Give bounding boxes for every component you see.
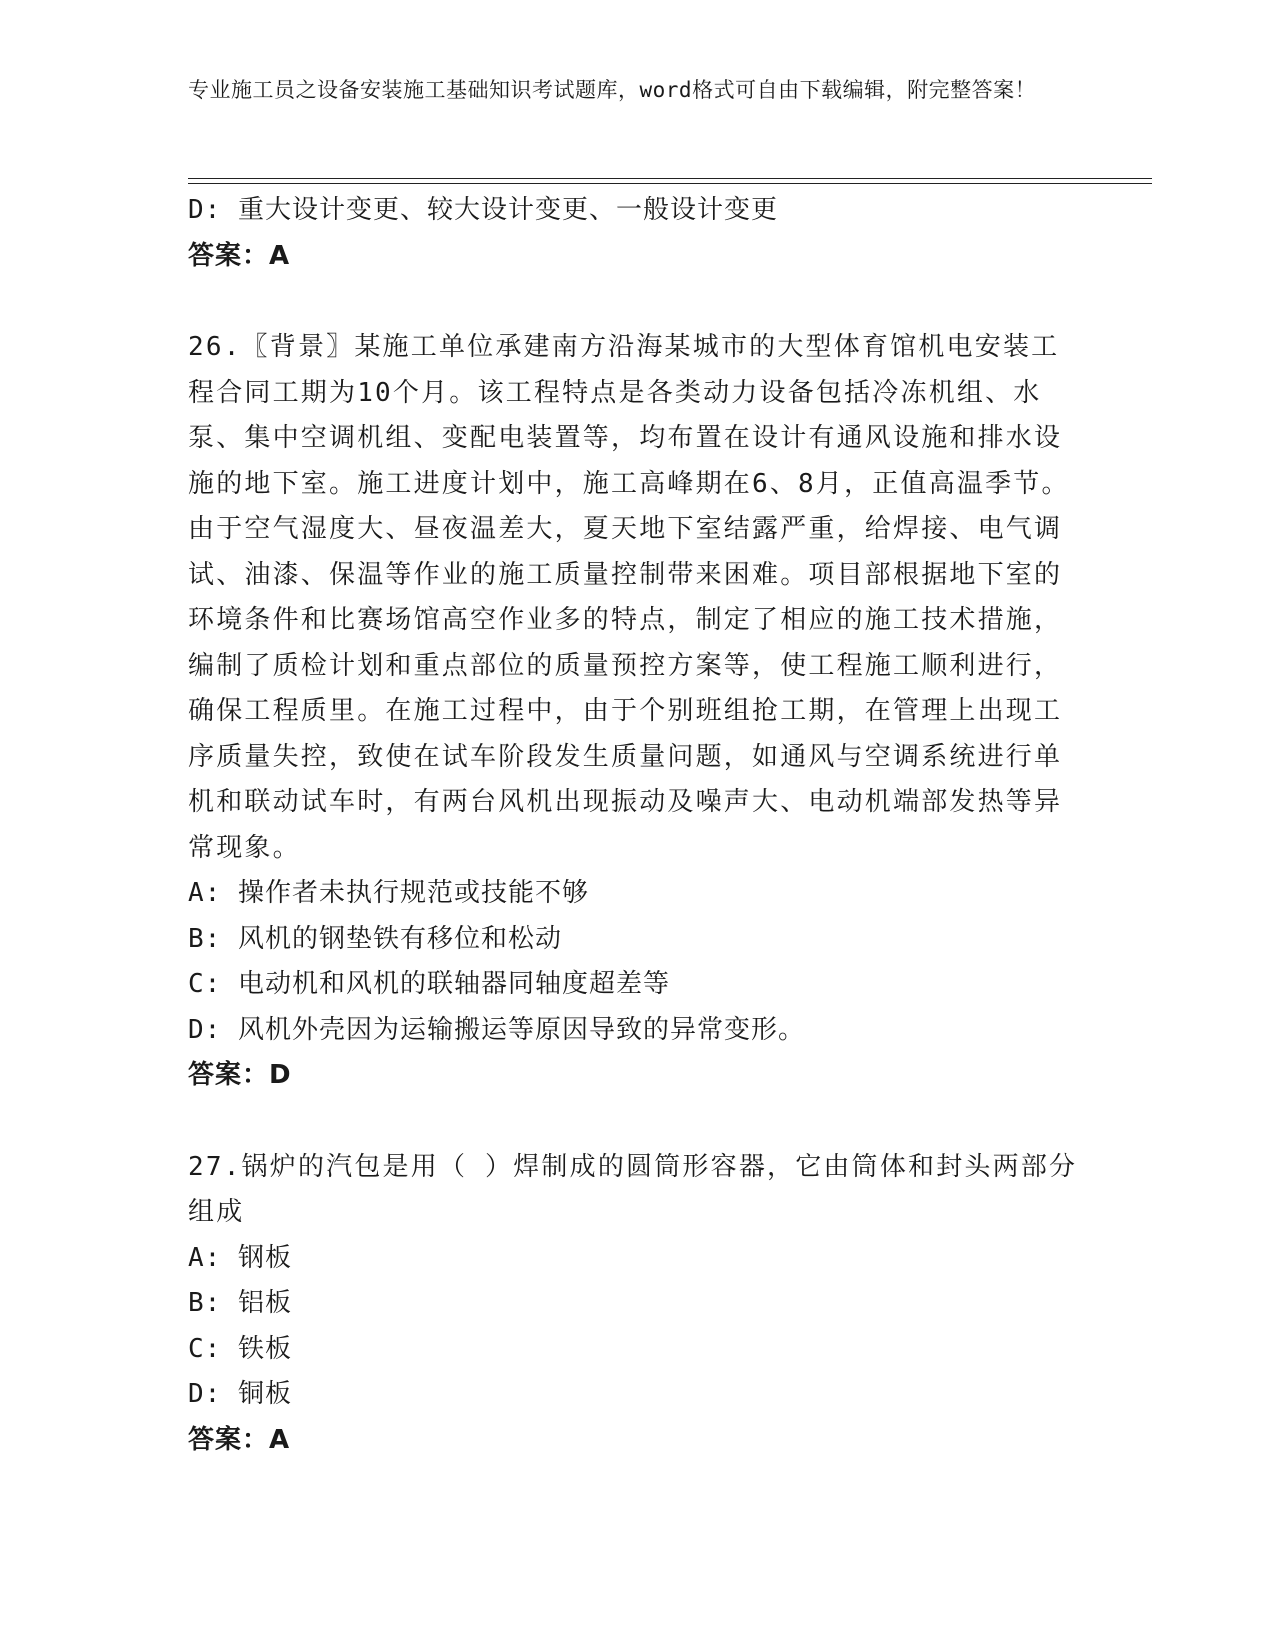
question-26: 26.〖背景〗某施工单位承建南方沿海某城市的大型体育馆机电安装工程合同工期为10个月。该工程特点是各类动力设备包括冷冻机组、水泵、集中空调机组、变配电装置等，均布置在设计有通风设施和排水设施的地下室。施工进度计划中，施工高峰期在6、8月，正值高温季节。由于空气湿度大、昼夜温差大，夏天地下室结露严重，给焊接、电气调试、油漆、保温等作业的施工质量控制带来困难。项目部根据地下室的环境条件和比赛场馆高空作业多的特点，制定了相应的施工技术措施，编制了质检计划和重点部位的质量预控方案等，使工程施工顺利进行，确保工程质里。在施工过程中，由于个别班组抢工期，在管理上出现工序质量失控，致使在试车阶段发生质量问题，如通风与空调系统进行单机和联动试车时，有两台风机出现振动及噪声大、电动机端部发热等异常现象。 — [188, 332, 1070, 863]
spacer — [188, 1099, 1088, 1145]
prev-answer: 答案：A — [188, 240, 291, 271]
header-rule-top — [188, 178, 1152, 179]
q26-option-c: C: 电动机和风机的联轴器同轴度超差等 — [188, 969, 670, 999]
spacer — [188, 279, 1088, 325]
q27-answer: 答案：A — [188, 1424, 291, 1455]
q27-option-a: A: 钢板 — [188, 1242, 292, 1273]
q27-option-b: B: 铝板 — [188, 1288, 292, 1318]
q26-answer: 答案：D — [188, 1060, 292, 1090]
prev-option-d: D: 重大设计变更、较大设计变更、一般设计变更 — [188, 195, 778, 225]
q27-option-d: D: 铜板 — [188, 1379, 292, 1409]
q27-option-c: C: 铁板 — [188, 1333, 292, 1364]
q26-option-b: B: 风机的钢垫铁有移位和松动 — [188, 923, 562, 954]
question-27: 27.锅炉的汽包是用（ ）焊制成的圆筒形容器，它由筒体和封头两部分组成 — [188, 1151, 1078, 1227]
header-rule-bottom — [188, 183, 1152, 184]
document-header: 专业施工员之设备安装施工基础知识考试题库，word格式可自由下载编辑，附完整答案！ — [188, 78, 1037, 102]
q26-option-d: D: 风机外壳因为运输搬运等原因导致的异常变形。 — [188, 1014, 805, 1045]
document-body — [188, 188, 1088, 1463]
q26-option-a: A: 操作者未执行规范或技能不够 — [188, 878, 589, 908]
